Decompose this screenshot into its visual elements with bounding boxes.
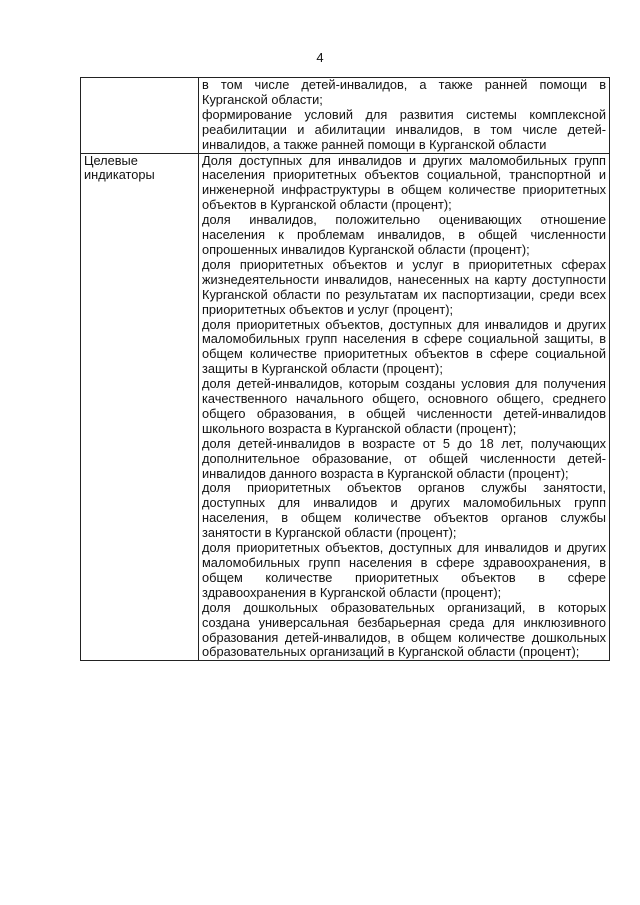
- table-row-target-indicators: [81, 153, 610, 661]
- table-row-goals-continued: [81, 78, 610, 154]
- indicator-paragraph: доля дошкольных образовательных организаций, в которых создана универсальная безбарьерная среда для инклюзивного образования детей-инвалидов, в общем количестве дошкольных образовательных организаций в Курганской области (процент);: [202, 599, 606, 660]
- indicator-paragraph: доля приоритетных объектов, доступных для инвалидов и других маломобильных групп населения в сфере здравоохранения, в общем количестве приоритетных объектов в сфере здравоохранения в Курганской области (процент);: [202, 540, 606, 600]
- row-label-cell: Целевые индикаторы: [81, 153, 199, 661]
- goal-paragraph: формирование условий для развития системы комплексной реабилитации и абилитации инвалидов, в том числе детей-инвалидов, а также ранней помощи в Курганской области: [202, 106, 606, 152]
- program-passport-table: [80, 77, 610, 661]
- row-content-cell: [199, 153, 610, 661]
- indicator-paragraph: доля приоритетных объектов, доступных для инвалидов и других маломобильных групп населения в сфере социальной защиты, в общем количестве приоритетных объектов в сфере социальной защиты в Курганской области (процент);: [202, 316, 606, 377]
- indicator-paragraph: Доля доступных для инвалидов и других маломобильных групп населения приоритетных объектов социальной, транспортной и инженерной инфраструктуры в общем количестве приоритетных объектов в Курганской области (процент);: [202, 152, 606, 213]
- indicator-paragraph: доля приоритетных объектов и услуг в приоритетных сферах жизнедеятельности инвалидов, нанесенных на карту доступности Курганской области по результатам их паспортизации, среди всех приоритетных объектов и услуг (процент);: [202, 256, 606, 317]
- row-content-cell: [199, 78, 610, 154]
- indicator-paragraph: доля приоритетных объектов органов службы занятости, доступных для инвалидов и других маломобильных групп населения, в общем количестве объектов органов службы занятости в Курганской области (процент);: [202, 480, 606, 541]
- goal-paragraph: в том числе детей-инвалидов, а также ранней помощи в Курганской области;: [202, 77, 606, 107]
- indicator-paragraph: доля детей-инвалидов в возрасте от 5 до 18 лет, получающих дополнительное образование, от общей численности детей-инвалидов данного возраста в Курганской области (процент);: [202, 435, 606, 481]
- indicator-paragraph: доля инвалидов, положительно оценивающих отношение населения к проблемам инвалидов, в общей численности опрошенных инвалидов Курганской области (процент);: [202, 212, 606, 257]
- indicator-paragraph: доля детей-инвалидов, которым созданы условия для получения качественного начального общего, основного общего, среднего общего образования, в общей численности детей-инвалидов школьного возраста в Курганской области (процент);: [202, 376, 606, 436]
- page-number: 4: [316, 50, 324, 65]
- row-label-cell: [81, 78, 199, 154]
